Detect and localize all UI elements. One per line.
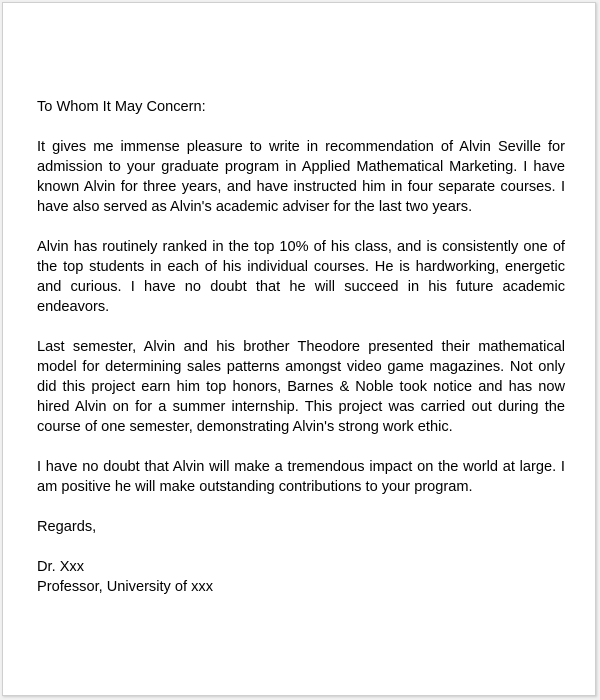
paragraph-conclusion: I have no doubt that Alvin will make a tremendous impact on the world at large. I am positive he will make outstanding contributions to your program. [37, 459, 565, 495]
signature-name: Dr. Xxx [37, 559, 85, 575]
salutation: To Whom It May Concern: [37, 99, 206, 115]
paragraph-academic-performance: Alvin has routinely ranked in the top 10% of his class, and is consistently one of the top students in each of his individual courses. He is hardworking, energetic and curious. I have no doubt that he will succeed in his future academic endeavors. [37, 239, 565, 315]
paragraph-introduction: It gives me immense pleasure to write in recommendation of Alvin Seville for admission to your graduate program in Applied Mathematical Marketing. I have known Alvin for three years, and have instructed him in four separate courses. I have also served as Alvin's academic adviser for the last two years. [37, 139, 565, 215]
closing: Regards, [37, 519, 97, 535]
letter-page [2, 2, 596, 696]
paragraph-project: Last semester, Alvin and his brother Theodore presented their mathematical model for determining sales patterns amongst video game magazines. Not only did this project earn him top honors, Barnes & Noble took notice and has now hired Alvin on for a summer internship. This project was carried out during the course of one semester, demonstrating Alvin's strong work ethic. [37, 339, 565, 435]
signature-title: Professor, University of xxx [37, 579, 213, 595]
recommendation-letter [37, 97, 565, 597]
